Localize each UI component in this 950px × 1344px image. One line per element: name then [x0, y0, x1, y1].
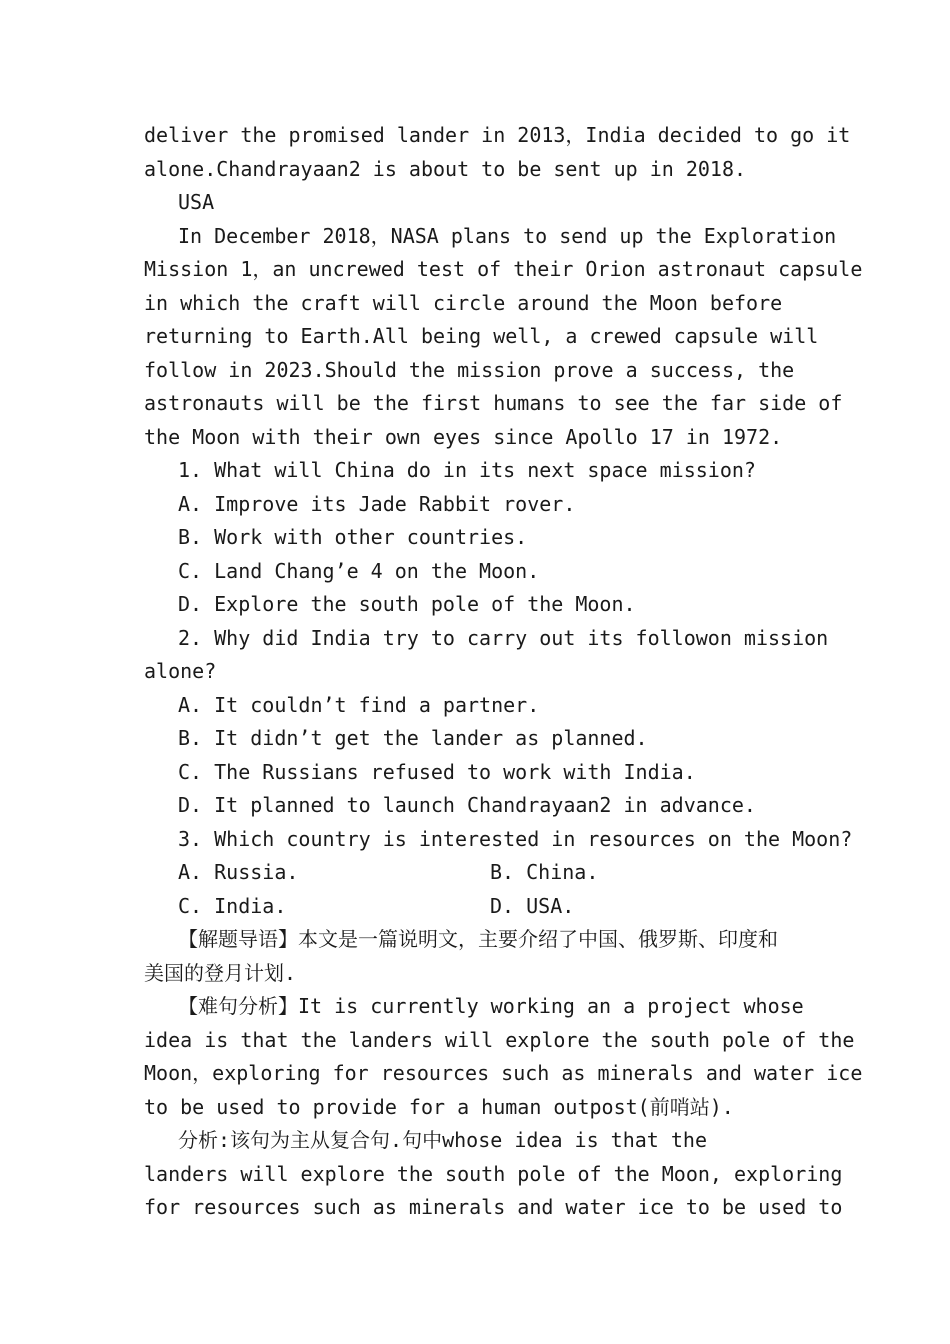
question-2-option-c: C. The Russians refused to work with India.	[178, 759, 696, 784]
guide-note-continued: 美国的登月计划.	[144, 960, 297, 985]
passage-line: deliver the promised lander in 2013，India decided to go it	[144, 123, 851, 147]
question-2-option-b: B. It didn’t get the lander as planned.	[178, 726, 648, 750]
question-2-option-a: A. It couldn’t find a partner.	[178, 692, 540, 717]
explanation-line: landers will explore the south pole of the Moon, exploring	[144, 1161, 843, 1186]
question-3-stem: 3. Which country is interested in resources on the Moon?	[178, 826, 853, 851]
passage-line: astronauts will be the first humans to see the far side of	[144, 391, 843, 415]
passage-line: In December 2018，NASA plans to send up the Exploration	[178, 223, 837, 248]
question-1-option-d: D. Explore the south pole of the Moon.	[178, 592, 636, 616]
question-2-option-d: D. It planned to launch Chandrayaan2 in advance.	[178, 793, 756, 817]
question-3-options-row	[144, 856, 810, 890]
passage-line: the Moon with their own eyes since Apollo 17 in 1972.	[144, 424, 783, 449]
question-3-option-b: B. China.	[490, 860, 599, 884]
question-2-stem: 2. Why did India try to carry out its followon mission	[178, 625, 829, 650]
passage-line: alone.Chandrayaan2 is about to be sent up in 2018.	[144, 156, 747, 181]
section-heading-usa: USA	[178, 190, 215, 214]
guide-note: 【解题导语】本文是一篇说明文，主要介绍了中国、俄罗斯、印度和	[178, 927, 778, 951]
passage-line: returning to Earth.All being well, a crewed capsule will	[144, 324, 819, 348]
passage-line: Mission 1，an uncrewed test of their Orion astronaut capsule	[144, 257, 863, 281]
question-3-option-a: A. Russia.	[178, 860, 299, 884]
question-1-option-c: C. Land Chang’e 4 on the Moon.	[178, 558, 540, 583]
question-1-option-a: A. Improve its Jade Rabbit rover.	[178, 491, 576, 516]
question-3-options-row	[144, 890, 810, 924]
question-3-option-d: D. USA.	[490, 893, 575, 918]
passage-line: in which the craft will circle around the Moon before	[144, 290, 783, 315]
question-2-stem-continued: alone?	[144, 659, 217, 683]
document-body	[144, 119, 863, 1225]
hard-sentence-analysis: 【难句分析】It is currently working an a project whose	[178, 994, 804, 1018]
explanation: 分析:该句为主从复合句.句中whose idea is that the	[178, 1128, 707, 1152]
hard-sentence-line: to be used to provide for a human outpost(前哨站).	[144, 1094, 734, 1119]
explanation-line: for resources such as minerals and water ice to be used to	[144, 1195, 843, 1219]
question-1-option-b: B. Work with other countries.	[178, 525, 528, 549]
hard-sentence-line: Moon，exploring for resources such as minerals and water ice	[144, 1061, 863, 1085]
hard-sentence-line: idea is that the landers will explore the south pole of the	[144, 1027, 855, 1052]
question-1-stem: 1. What will China do in its next space mission?	[178, 458, 756, 482]
passage-line: follow in 2023.Should the mission prove a success, the	[144, 357, 795, 382]
question-3-option-c: C. India.	[178, 893, 287, 918]
